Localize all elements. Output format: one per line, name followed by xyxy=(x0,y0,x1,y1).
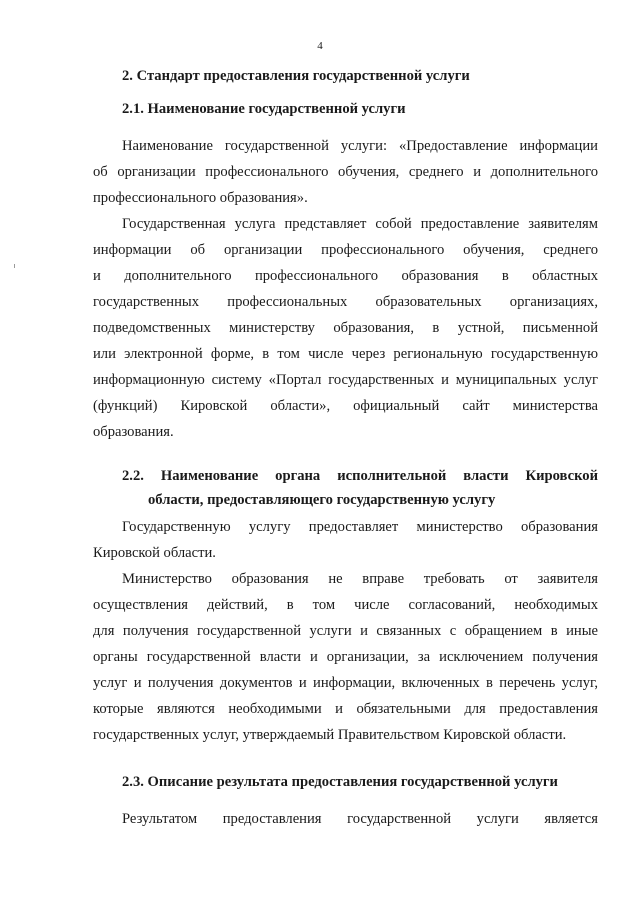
text-line: и дополнительного профессионального образования в областных xyxy=(93,268,598,284)
text-line: профессионального образования». xyxy=(93,190,308,206)
text-line: государственных услуг, утверждаемый Правительством Кировской области. xyxy=(93,727,567,743)
section-2-1-heading: 2.1. Наименование государственной услуги xyxy=(122,101,406,117)
text-line: Результатом предоставления государственной услуги является xyxy=(122,811,598,827)
text-line: Кировской области. xyxy=(93,545,216,561)
text-line: Государственную услугу предоставляет министерство образования xyxy=(122,519,598,535)
section-2-1-paragraph-2 xyxy=(93,211,598,445)
page-number: 4 xyxy=(317,40,323,52)
text-line: информации об организации профессионального обучения, среднего xyxy=(93,242,598,258)
text-line: подведомственных министерству образования, в устной, письменной xyxy=(93,320,598,336)
section-2-2-heading-line-2: области, предоставляющего государственную услугу xyxy=(148,492,496,508)
text-line: Государственная услуга представляет собой предоставление заявителям xyxy=(122,216,598,232)
text-line: (функций) Кировской области», официальный сайт министерства xyxy=(93,398,598,414)
text-line: органы государственной власти и организации, за исключением получения xyxy=(93,649,598,665)
scan-margin-mark xyxy=(14,264,15,268)
text-line: государственных профессиональных образовательных организациях, xyxy=(93,294,598,310)
text-line: осуществления действий, в том числе согласований, необходимых xyxy=(93,597,598,613)
section-2-heading: 2. Стандарт предоставления государственной услуги xyxy=(122,68,470,84)
text-line: Министерство образования не вправе требовать от заявителя xyxy=(122,571,598,587)
text-line: или электронной форме, в том числе через региональную государственную xyxy=(93,346,598,362)
text-line: для получения государственной услуги и связанных с обращением в иные xyxy=(93,623,598,639)
section-2-1-paragraph-1 xyxy=(93,133,598,211)
text-line: образования. xyxy=(93,424,174,440)
section-2-3-heading: 2.3. Описание результата предоставления государственной услуги xyxy=(122,774,558,790)
text-line: информационную систему «Портал государственных и муниципальных услуг xyxy=(93,372,598,388)
section-2-2-heading xyxy=(122,464,598,512)
text-line: которые являются необходимыми и обязательными для предоставления xyxy=(93,701,598,717)
text-line: об организации профессионального обучения, среднего и дополнительного xyxy=(93,164,598,180)
section-2-2-heading-line-1: 2.2. Наименование органа исполнительной власти Кировской xyxy=(122,468,598,484)
text-line: Наименование государственной услуги: «Предоставление информации xyxy=(122,138,598,154)
section-2-2-paragraph-1 xyxy=(93,514,598,566)
section-2-3-paragraph-1 xyxy=(93,806,598,832)
section-2-2-paragraph-2 xyxy=(93,566,598,748)
text-line: услуг и получения документов и информации, включенных в перечень услуг, xyxy=(93,675,598,691)
